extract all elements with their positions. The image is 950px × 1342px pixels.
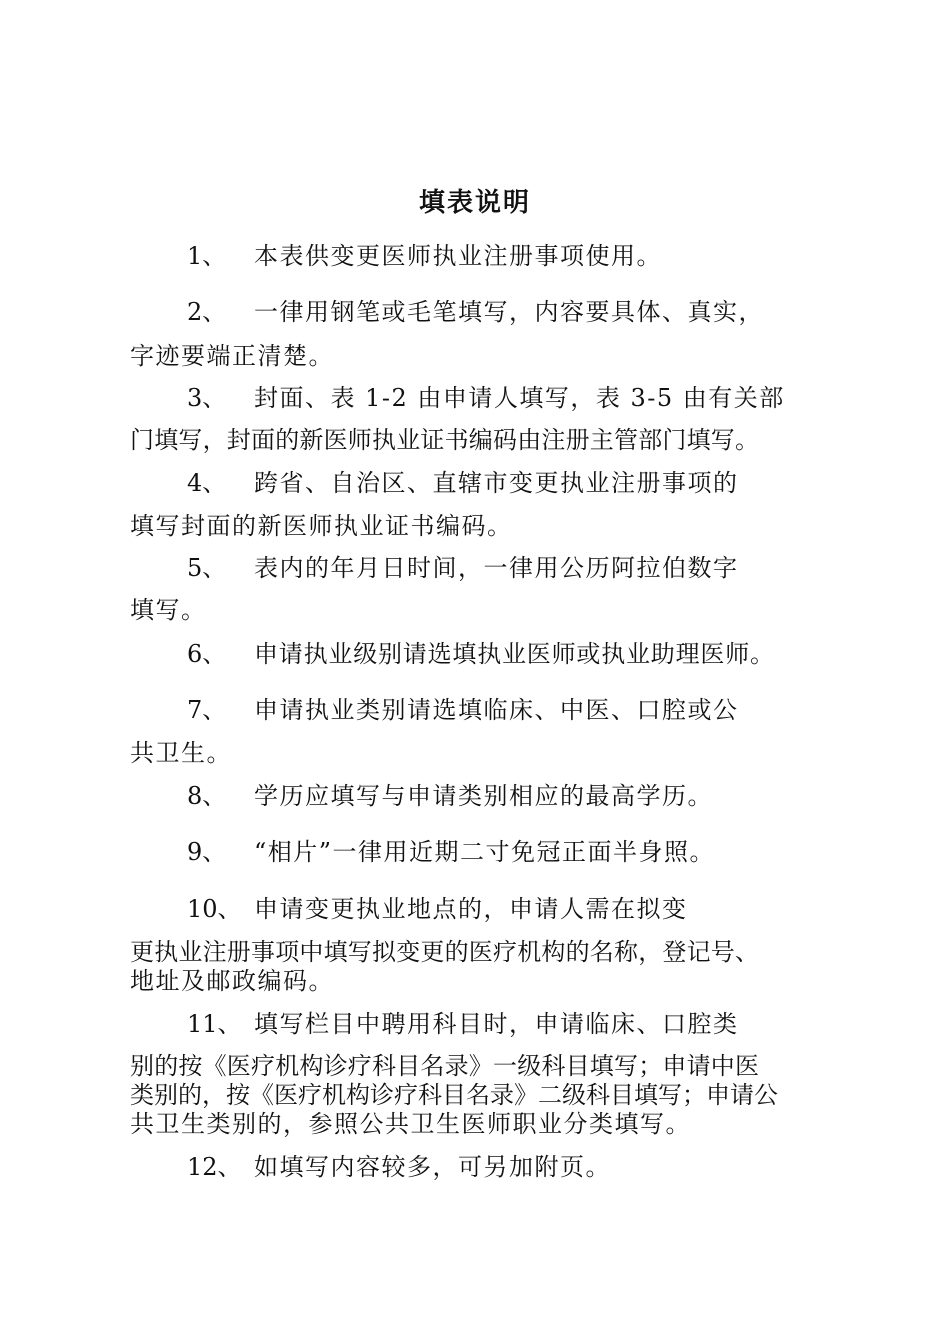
item-text: 跨省、自治区、直辖市变更执业注册事项的 (254, 469, 739, 497)
item-text-continued: 填写封面的新医师执业证书编码。 (130, 512, 513, 540)
item-text: 学历应填写与申请类别相应的最高学历。 (254, 782, 713, 810)
item-text: 一律用钢笔或毛笔填写，内容要具体、真实， (254, 298, 764, 326)
item-text-continued: 填写。 (130, 596, 207, 624)
item-number: 9、 (187, 838, 227, 866)
item-number: 11、 (187, 1010, 242, 1038)
item-text-continued: 门填写，封面的新医师执业证书编码由注册主管部门填写。 (130, 426, 760, 454)
item-number: 6、 (187, 640, 227, 668)
item-text: “相片”一律用近期二寸免冠正面半身照。 (254, 838, 716, 866)
item-text: 如填写内容较多，可另加附页。 (254, 1153, 611, 1181)
item-text-continued: 类别的，按《医疗机构诊疗科目名录》二级科目填写；申请公 (130, 1081, 778, 1109)
item-text: 表内的年月日时间，一律用公历阿拉伯数字 (254, 554, 739, 582)
item-number: 3、 (187, 384, 227, 412)
item-number: 4、 (187, 469, 227, 497)
item-text: 填写栏目中聘用科目时，申请临床、口腔类 (254, 1010, 739, 1038)
item-number: 10、 (187, 895, 242, 923)
item-text: 申请执业级别请选填执业医师或执业助理医师。 (254, 640, 775, 668)
item-text: 封面、表 1-2 由申请人填写，表 3-5 由有关部 (254, 384, 785, 412)
item-number: 5、 (187, 554, 227, 582)
item-number: 8、 (187, 782, 227, 810)
item-text-continued: 字迹要端正清楚。 (130, 342, 334, 370)
item-text: 本表供变更医师执业注册事项使用。 (254, 242, 662, 270)
item-text-continued: 共卫生类别的，参照公共卫生医师职业分类填写。 (130, 1110, 691, 1138)
item-text-continued: 更执业注册事项中填写拟变更的医疗机构的名称，登记号、 (130, 938, 760, 966)
item-number: 2、 (187, 298, 227, 326)
item-number: 1、 (187, 242, 227, 270)
item-number: 7、 (187, 696, 227, 724)
item-text-continued: 地址及邮政编码。 (130, 967, 334, 995)
item-text: 申请执业类别请选填临床、中医、口腔或公 (254, 696, 739, 724)
item-number: 12、 (187, 1153, 242, 1181)
item-text-continued: 别的按《医疗机构诊疗科目名录》一级科目填写；申请中医 (130, 1052, 760, 1080)
item-text: 申请变更执业地点的，申请人需在拟变 (254, 895, 688, 923)
page-title: 填表说明 (418, 188, 531, 218)
item-text-continued: 共卫生。 (130, 739, 232, 767)
